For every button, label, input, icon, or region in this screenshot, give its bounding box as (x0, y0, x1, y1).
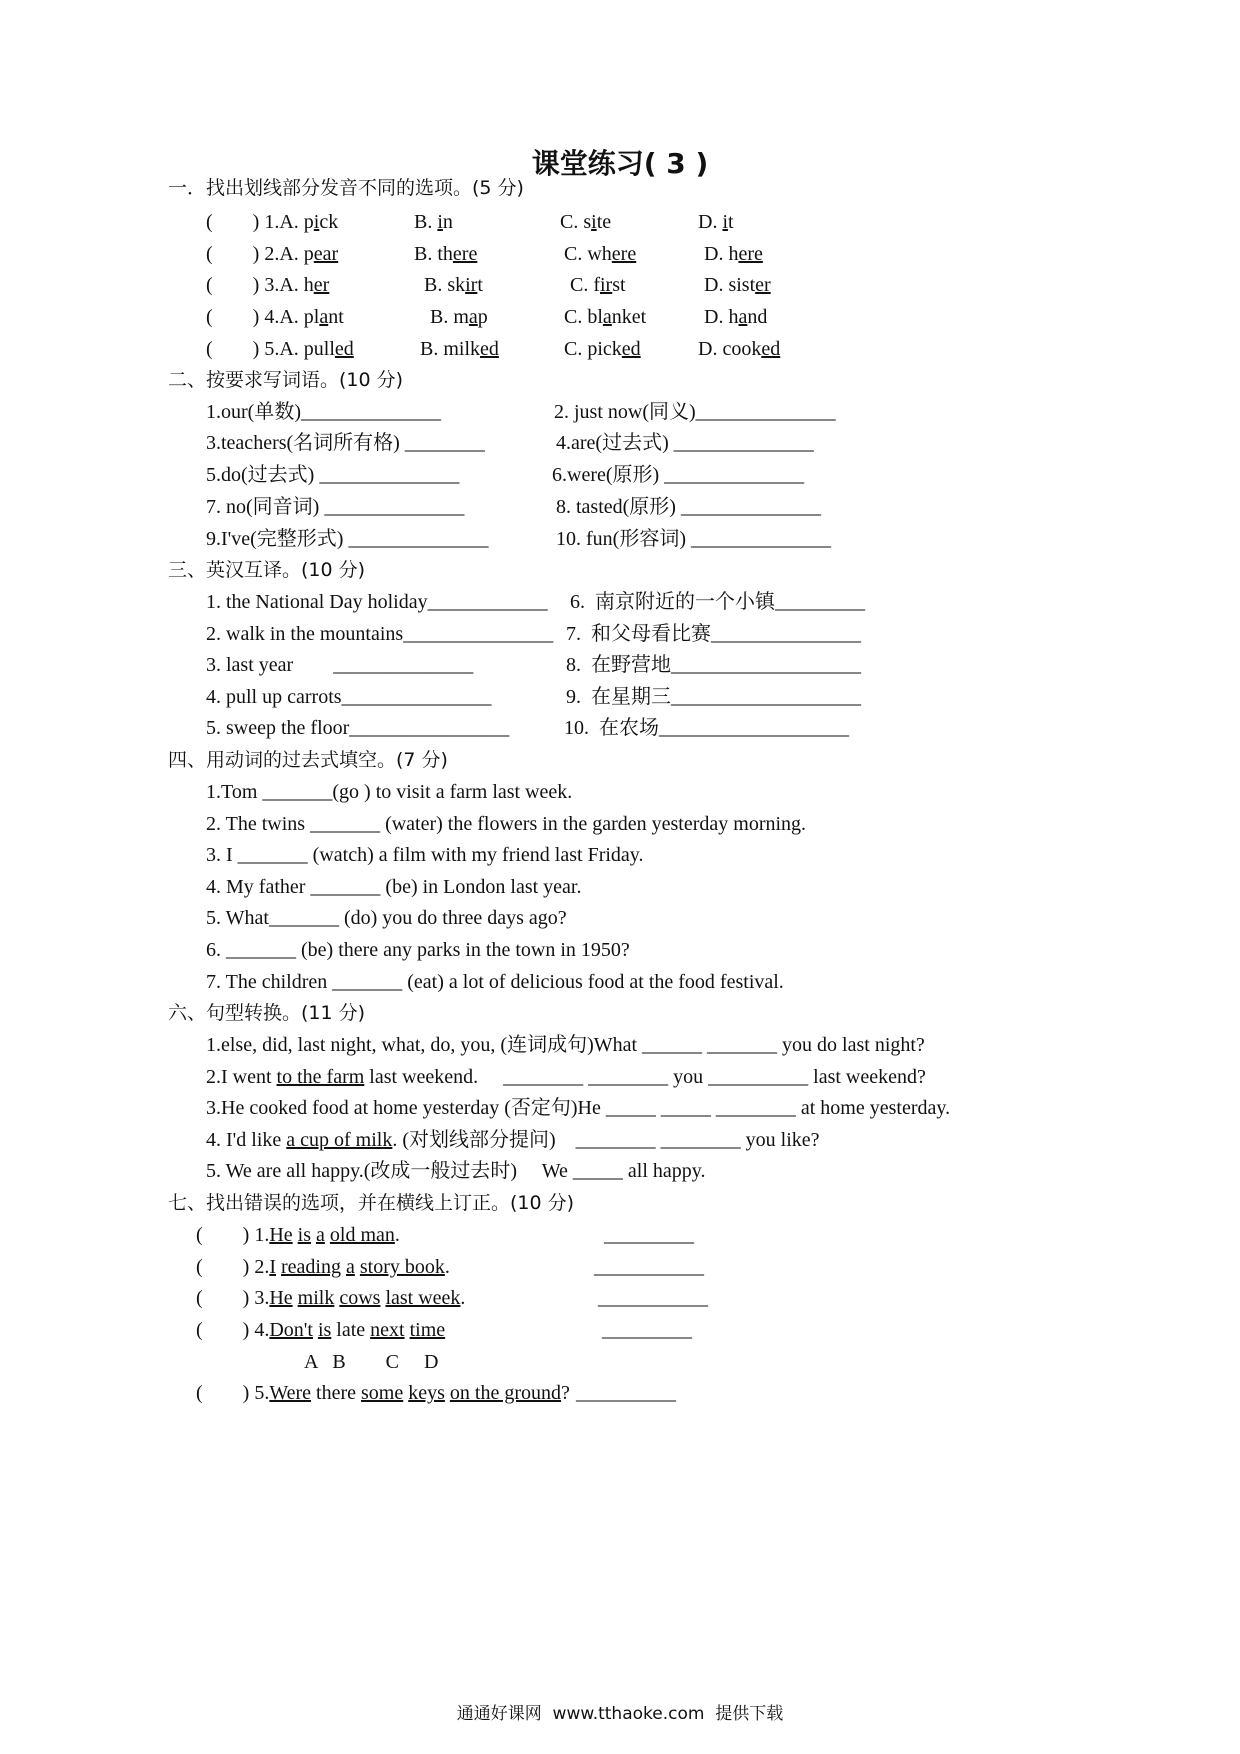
s1-item-5-c: C. picked (564, 338, 641, 360)
section-1-heading: 一．找出划线部分发音不同的选项。(5 分) (168, 177, 524, 199)
s4-item-2: 2. The twins _______ (water) the flowers in the garden yesterday morning. (206, 813, 807, 835)
s7-item-1: ( ) 1.He is a old man. (196, 1224, 400, 1246)
section-4-heading: 四、用动词的过去式填空。(7 分) (168, 749, 448, 771)
s2-left-1: 1.our(单数)______________ (206, 401, 441, 423)
s3-left-4: 4. pull up carrots_______________ (206, 686, 492, 708)
s7-blank-5: __________ (576, 1382, 676, 1404)
section-6-heading: 六、句型转换。(11 分) (168, 1002, 366, 1024)
s1-item-1-c: C. site (560, 211, 612, 233)
s1-item-2: ( ) 2.A. pear (206, 243, 339, 265)
s2-right-1: 2. just now(同义)______________ (554, 401, 836, 423)
s3-left-3: 3. last year ______________ (206, 654, 474, 676)
s2-left-4: 7. no(同音词) ______________ (206, 496, 465, 518)
s6-item-3: 3.He cooked food at home yesterday (否定句)He _____ _____ ________ at home yesterday. (206, 1097, 951, 1119)
s4-item-4: 4. My father _______ (be) in London last year. (206, 876, 582, 898)
s1-item-1-d: D. it (698, 211, 734, 233)
s3-right-5: 10. 在农场___________________ (564, 717, 849, 739)
s1-item-1-b: B. in (414, 211, 453, 233)
s4-item-3: 3. I _______ (watch) a film with my friend last Friday. (206, 844, 644, 866)
s4-item-5: 5. What_______ (do) you do three days ago? (206, 907, 567, 929)
s2-left-5: 9.I've(完整形式) ______________ (206, 528, 489, 550)
s6-item-2: 2.I went to the farm last weekend. ________ ________ you __________ last weekend? (206, 1066, 926, 1088)
s2-right-2: 4.are(过去式) ______________ (556, 432, 814, 454)
s7-blank-4: _________ (602, 1319, 692, 1341)
s2-right-4: 8. tasted(原形) ______________ (556, 496, 821, 518)
section-7-heading: 七、找出错误的选项，并在横线上订正。(10 分) (168, 1192, 575, 1214)
s7-blank-2: ___________ (594, 1256, 704, 1278)
s2-right-3: 6.were(原形) ______________ (552, 464, 805, 486)
s1-item-2-b: B. there (414, 243, 478, 265)
s6-item-4: 4. I'd like a cup of milk. (对划线部分提问) ________ ________ you like? (206, 1129, 820, 1151)
s1-item-3-c: C. first (570, 274, 626, 296)
s7-item-4: ( ) 4.Don't is late next time (196, 1319, 446, 1341)
s1-item-1: ( ) 1.A. pick (206, 211, 339, 233)
s7-blank-3: ___________ (598, 1287, 708, 1309)
s7-item-2: ( ) 2.I reading a story book. (196, 1256, 450, 1278)
s1-item-2-c: C. where (564, 243, 637, 265)
s1-item-5-d: D. cooked (698, 338, 781, 360)
s7-item-5: ( ) 5.Were there some keys on the ground? (196, 1382, 570, 1404)
s1-item-2-d: D. here (704, 243, 763, 265)
s1-item-3-d: D. sister (704, 274, 771, 296)
footer-text: 通通好课网 www.tthaoke.com 提供下载 (456, 1704, 784, 1724)
s2-right-5: 10. fun(形容词) ______________ (556, 528, 831, 550)
s1-item-4-d: D. hand (704, 306, 768, 328)
s3-right-4: 9. 在星期三___________________ (566, 686, 861, 708)
s1-item-5: ( ) 5.A. pulled (206, 338, 354, 360)
s6-item-5: 5. We are all happy.(改成一般过去时) We _____ all happy. (206, 1160, 706, 1182)
s1-item-5-b: B. milked (420, 338, 499, 360)
s1-item-3-b: B. skirt (424, 274, 483, 296)
page-title: 课堂练习( 3 ) (531, 147, 709, 180)
s1-item-4-b: B. map (430, 306, 488, 328)
s4-item-1: 1.Tom _______(go ) to visit a farm last week. (206, 781, 573, 803)
s7-option-letters: A B C D (304, 1351, 439, 1373)
s3-right-3: 8. 在野营地___________________ (566, 654, 861, 676)
s7-blank-1: _________ (604, 1224, 694, 1246)
s2-left-3: 5.do(过去式) ______________ (206, 464, 460, 486)
s7-item-3: ( ) 3.He milk cows last week. (196, 1287, 466, 1309)
s4-item-7: 7. The children _______ (eat) a lot of delicious food at the food festival. (206, 971, 784, 993)
s1-item-3: ( ) 3.A. her (206, 274, 330, 296)
s1-item-4-c: C. blanket (564, 306, 647, 328)
section-3-heading: 三、英汉互译。(10 分) (168, 559, 366, 581)
section-2-heading: 二、按要求写词语。(10 分) (168, 369, 404, 391)
s4-item-6: 6. _______ (be) there any parks in the town in 1950? (206, 939, 630, 961)
s1-item-4: ( ) 4.A. plant (206, 306, 344, 328)
s3-left-1: 1. the National Day holiday____________ (206, 591, 548, 613)
s3-right-2: 7. 和父母看比赛_______________ (566, 623, 861, 645)
s2-left-2: 3.teachers(名词所有格) ________ (206, 432, 485, 454)
s3-left-2: 2. walk in the mountains_______________ (206, 623, 554, 645)
s3-right-1: 6. 南京附近的一个小镇_________ (570, 591, 865, 613)
s6-item-1: 1.else, did, last night, what, do, you, (连词成句)What ______ _______ you do last night? (206, 1034, 925, 1056)
s3-left-5: 5. sweep the floor________________ (206, 717, 510, 739)
